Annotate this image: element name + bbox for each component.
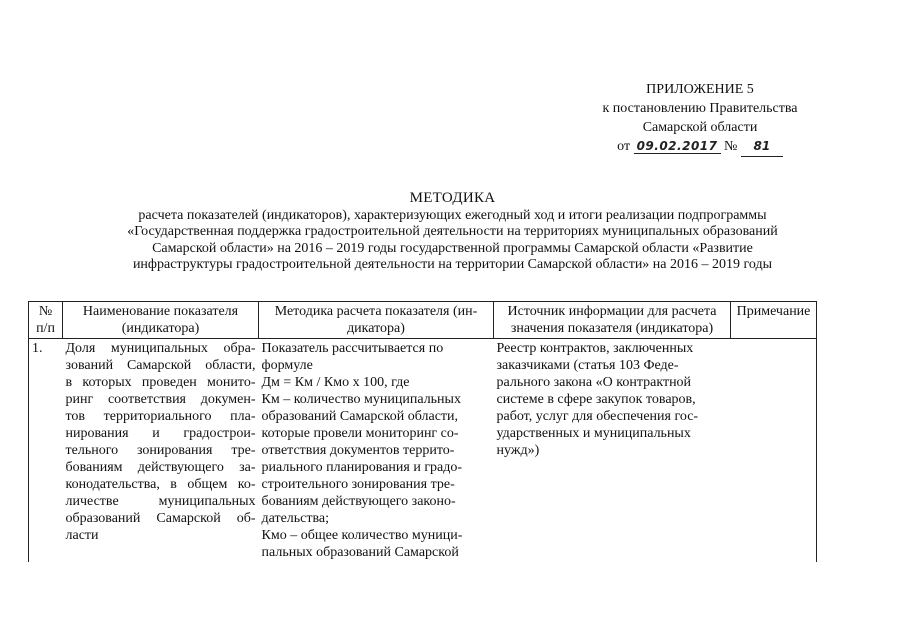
cell-name-line: тельного зонирования тре- bbox=[65, 443, 256, 458]
appendix-title: ПРИЛОЖЕНИЕ 5 bbox=[646, 82, 754, 97]
indicator-table bbox=[28, 301, 817, 562]
cell-note bbox=[731, 339, 817, 563]
handwritten-number: 81 bbox=[741, 137, 783, 157]
header-num bbox=[29, 302, 63, 339]
handwritten-date: 09.02.2017 bbox=[634, 139, 721, 154]
document-subtitle-line: Самарской области» на 2016 – 2019 годы государственной программы Самарской области «Развитие bbox=[152, 240, 753, 256]
cell-method-line: ответствия документов террито- bbox=[261, 443, 455, 458]
header-note bbox=[731, 302, 817, 339]
cell-name-line: образований Самарской об- bbox=[65, 511, 256, 526]
header-source bbox=[494, 302, 731, 339]
header-source-line: Источник информации для расчета bbox=[507, 304, 717, 319]
cell-method-line: бованиям действующего законо- bbox=[261, 494, 456, 509]
cell-name-line: Доля муниципальных обра- bbox=[65, 341, 256, 356]
number-label: № bbox=[724, 139, 738, 154]
cell-name-line: конодательства, в общем ко- bbox=[65, 477, 256, 492]
document-heading: МЕТОДИКА bbox=[409, 190, 496, 206]
cell-name-line: ласти bbox=[65, 528, 99, 543]
cell-method-line: риального планирования и градо- bbox=[261, 460, 463, 475]
cell-method-line: дательства; bbox=[261, 511, 330, 526]
cell-source-line: системе в сфере закупок товаров, bbox=[496, 392, 696, 407]
cell-name-line: зований Самарской области, bbox=[65, 358, 256, 373]
cell-method-line: образований Самарской области, bbox=[261, 409, 459, 424]
cell-name-line: тов территориального пла- bbox=[65, 409, 256, 424]
document-subtitle-line: инфраструктуры градостроительной деятельности на территории Самарской области» на 2016 – 2019 годы bbox=[132, 257, 773, 272]
cell-method-line: Показатель рассчитывается по bbox=[261, 341, 444, 356]
header-num-line: № bbox=[38, 304, 53, 319]
appendix-date-number-line bbox=[590, 137, 810, 157]
cell-method-line: формуле bbox=[261, 358, 313, 373]
cell-name bbox=[63, 339, 259, 563]
appendix-block bbox=[590, 80, 810, 157]
cell-method-line: пальных образований Самарской bbox=[261, 545, 459, 560]
cell-source-line: заказчиками (статья 103 Феде- bbox=[496, 358, 679, 373]
cell-name-line: личестве муниципальных bbox=[65, 494, 256, 509]
appendix-line-region: Самарской области bbox=[642, 120, 758, 135]
cell-source-line: работ, услуг для обеспечения гос- bbox=[496, 409, 699, 424]
cell-method-line: Кмо – общее количество муници- bbox=[261, 528, 463, 543]
from-label: от bbox=[617, 139, 631, 154]
cell-method-line: строительного зонирования тре- bbox=[261, 477, 455, 492]
cell-source-line: рального закона «О контрактной bbox=[496, 375, 692, 390]
cell-source bbox=[494, 339, 731, 563]
cell-method bbox=[259, 339, 494, 563]
header-source-line: значения показателя (индикатора) bbox=[510, 321, 714, 336]
cell-name-line: ринг соответствия докумен- bbox=[65, 392, 256, 407]
table-header-row bbox=[29, 302, 817, 339]
cell-name-line: бованиям действующего за- bbox=[65, 460, 256, 475]
header-num-line: п/п bbox=[36, 321, 55, 336]
header-method-line: дикатора) bbox=[347, 321, 405, 336]
header-name bbox=[63, 302, 259, 339]
cell-source-line: ударственных и муниципальных bbox=[496, 426, 691, 441]
header-name-line: (индикатора) bbox=[121, 321, 200, 336]
cell-method-line: Км – количество муниципальных bbox=[261, 392, 461, 407]
document-title-block bbox=[60, 190, 845, 274]
header-note-line: Примечание bbox=[736, 304, 811, 319]
cell-name-line: в которых проведен монито- bbox=[65, 375, 256, 390]
document-subtitle-line: «Государственная поддержка градостроительной деятельности на территориях муниципальных образований bbox=[127, 224, 778, 239]
document-subtitle-line: расчета показателей (индикаторов), характеризующих ежегодный ход и итоги реализации подпрограммы bbox=[138, 207, 767, 223]
cell-num: 1. bbox=[29, 339, 63, 563]
appendix-line-resolution: к постановлению Правительства bbox=[602, 101, 798, 116]
header-name-line: Наименование показателя bbox=[82, 304, 239, 319]
header-method-line: Методика расчета показателя (ин- bbox=[274, 304, 478, 319]
cell-name-line: нирования и градострои- bbox=[65, 426, 256, 441]
cell-source-line: Реестр контрактов, заключенных bbox=[496, 341, 694, 356]
cell-source-line: нужд») bbox=[496, 443, 540, 458]
cell-method-line: Дм = Км / Кмо х 100, где bbox=[261, 375, 410, 390]
cell-method-line: которые провели мониторинг со- bbox=[261, 426, 459, 441]
table-row bbox=[29, 339, 817, 563]
header-method bbox=[259, 302, 494, 339]
